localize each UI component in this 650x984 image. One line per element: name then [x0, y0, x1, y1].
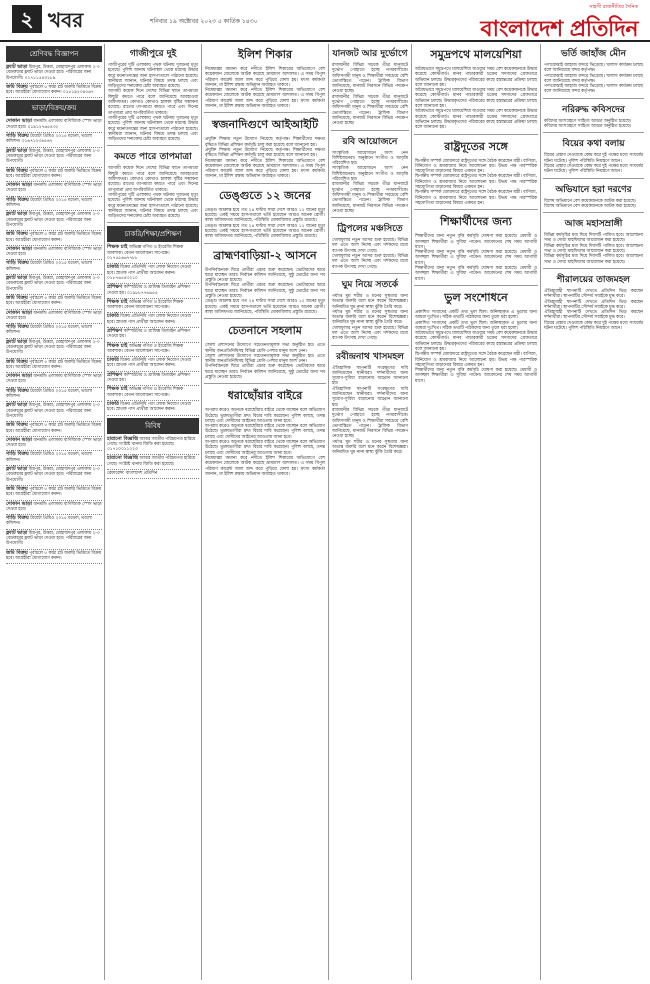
headline: শীরালয়ের তাজমহল [556, 274, 630, 285]
article-body: খেলাধুলার নতুন আসর শুরু হয়েছে। বিভিন্ন দল এতে অংশ নিচ্ছে এবং দর্শকদের মধ্যে ব্যাপক উৎসাহ দেখা গেছে। [332, 238, 408, 254]
article-body: আগামী কয়েক দিনে দেশের বিভিন্ন স্থানে তাপমাত্রা কিছুটা কমতে পারে বলে জানিয়েছে আবহাওয়া অধিদফতর। কোথাও কোথাও হালকা বৃষ্টির সম্ভাবনা রয়েছে। রাতের তাপমাত্রা কমতে পারে এবং দিনের তাপমাত্রা প্রায় অপরিবর্তিত থাকবে। [108, 89, 198, 116]
ad-item: দোকান ভাড়া ধানমন্ডি এলাকায় বাণিজ্যিক স্পেস ভাড়া দেওয়া হবে। [6, 246, 102, 261]
logo [480, 4, 638, 49]
article-body: পণ্যবোঝাই জাহাজ বন্দরে ভিড়েছে। খালাস কার্যক্রম চলছে বলে জানিয়েছে বন্দর কর্তৃপক্ষ। [544, 73, 643, 84]
ad-item: ফ্ল্যাট ভাড়া মিরপুর, উত্তরা, মোহাম্মদপুর এলাকায় ২-৩ বেডরুমের ফ্ল্যাট ভাড়া দেওয়া হবে। পরিবারের জন্য উপযোগী। [6, 466, 102, 486]
article-body: প্রকাশিত সংবাদের একটি তথ্য ভুল ছিল। অনিচ্ছাকৃত এ ভুলের জন্য আমরা দুঃখিত। সঠিক তথ্যটি পাঠকদের জন্য তুলে ধরা হলো। [415, 320, 537, 331]
article-body: উপনির্বাচনকে ঘিরে প্রার্থীরা প্রচার শুরু করেছেন। ভোটারদের দ্বারে দ্বারে যাচ্ছেন তারা। নির্বাচন কমিশন জানিয়েছে, সুষ্ঠু ভোটের জন্য সব প্রস্তুতি নেওয়া হয়েছে। [205, 364, 325, 380]
article-body: শিক্ষার্থীদের জন্য নতুন বৃত্তি কর্মসূচি ঘোষণা করা হয়েছে। মেধাবী ও অসচ্ছল শিক্ষার্থীরা এ সুবিধা পাবেন। আবেদনের শেষ সময় আগামী মাসে। [415, 368, 537, 384]
ad-item: দোকান ভাড়া ধানমন্ডি এলাকায় বাণিজ্যিক স্পেস ভাড়া দেওয়া হবে। [6, 501, 102, 516]
article-body: বিভিন্ন কর্মসূচির মধ্য দিয়ে দিবসটি পালিত হবে। আলোচনা সভা ও দোয়া মাহফিলের আয়োজন করা হয়েছে। [544, 233, 643, 244]
article-body: পর্যাপ্ত ঘুম শরীর ও মনের সুস্থতার জন্য অত্যন্ত জরুরি বলে মনে করেন বিশেষজ্ঞরা। অনিয়মিত ঘুম নানা স্বাস্থ্য ঝুঁকি তৈরি করে। [332, 293, 408, 310]
page-number: ২ [12, 5, 42, 33]
headline: রবীন্দ্রনাথ খাসমহল [336, 351, 404, 362]
column-5 [414, 44, 538, 980]
article-body: বিশেষ অভিযানে বেশ কয়েকজনকে আটক করা হয়েছে। [544, 203, 637, 209]
article-body: নিষেধাজ্ঞা অমান্য করে নদীতে ইলিশ শিকারের অভিযোগে বেশ কয়েকজন জেলেকে আটক করেছে ভ্রাম্যমাণ আদালত। এ সময় বিপুল পরিমাণ কারেন্ট জাল জব্দ করে পুড়িয়ে ফেলা হয়। মৎস্য কর্মকর্তা জানান, মা ইলিশ রক্ষায় অভিযান অব্যাহত থাকবে। [205, 67, 325, 88]
article-body: পর্যাপ্ত ঘুম শরীর ও মনের সুস্থতার জন্য অত্যন্ত জরুরি বলে মনে করেন বিশেষজ্ঞরা। অনিয়মিত ঘুম নানা স্বাস্থ্য ঝুঁকি তৈরি করে। [332, 309, 408, 326]
article-body: বিয়ের প্রস্তাব দেওয়াকে কেন্দ্র করে দুই পক্ষের মধ্যে সংঘর্ষের ঘটনা ঘটেছে। পুলিশ পরিস্থিতি নিয়ন্ত্রণে আনে। [544, 153, 643, 164]
article-body: বিশেষ অভিযানে বেশ কয়েকজনকে আটক করা হয়েছে। [544, 198, 637, 204]
article-body: অপরাধ করেও অনেকে ধরাছোঁয়ার বাইরে থেকে যাচ্ছেন বলে অভিযোগ উঠেছে। ভুক্তভোগীরা দ্রুত বিচার দাবি করেছেন। পুলিশ বলছে, তদন্ত চলছে এবং দোষীদের আইনের আওতায় আনা হবে। [205, 424, 325, 440]
article-body: ঐতিহ্যবাহী স্থাপনাটি দেখতে প্রতিদিন ভিড় করছেন দর্শনার্থীরা। স্থাপনাটির সৌন্দর্য সবাইকে মুগ্ধ করে। [544, 288, 643, 300]
article-body: বিয়ের প্রস্তাব দেওয়াকে কেন্দ্র করে দুই পক্ষের মধ্যে সংঘর্ষের ঘটনা ঘটেছে। পুলিশ পরিস্থিতি নিয়ন্ত্রণে আনে। [544, 320, 643, 332]
headline: সমুদ্রপথে মালয়েশিয়া [430, 48, 522, 61]
ad-item: জমি বিক্রয় পূর্বাচলে ৫ কাঠা প্লট জরুরি ভিত্তিতে বিক্রয় হবে। আগ্রহীরা যোগাযোগ করুন। [6, 295, 102, 310]
article-body: দ্বিপক্ষীয় সম্পর্ক জোরদারে রাষ্ট্রদূতের সঙ্গে বৈঠক করেছেন মন্ত্রী। বাণিজ্য, বিনিয়োগ ও শ্রমবাজার নিয়ে আলোচনা হয়। উভয় পক্ষ পারস্পরিক সহযোগিতা বাড়ানোর বিষয়ে একমত হন। [415, 190, 537, 206]
article-body: শিক্ষার্থীদের জন্য নতুন বৃত্তি কর্মসূচি ঘোষণা করা হয়েছে। মেধাবী ও অসচ্ছল শিক্ষার্থীরা এ সুবিধা পাবেন। আবেদনের শেষ সময় আগামী মাসে। [415, 266, 537, 282]
article-body: দ্বিপক্ষীয় সম্পর্ক জোরদারে রাষ্ট্রদূতের সঙ্গে বৈঠক করেছেন মন্ত্রী। বাণিজ্য, বিনিয়োগ ও শ্রমবাজার নিয়ে আলোচনা হয়। উভয় পক্ষ পারস্পরিক সহযোগিতা বাড়ানোর বিষয়ে একমত হন। [415, 352, 537, 368]
article-body: অপরাধ করেও অনেকে ধরাছোঁয়ার বাইরে থেকে যাচ্ছেন বলে অভিযোগ উঠেছে। ভুক্তভোগীরা দ্রুত বিচার দাবি করেছেন। পুলিশ বলছে, তদন্ত চলছে এবং দোষীদের আইনের আওতায় আনা হবে। [205, 440, 325, 456]
ad-item: ফ্ল্যাট ভাড়া মিরপুর, উত্তরা, মোহাম্মদপুর এলাকায় ২-৩ বেডরুমের ফ্ল্যাট ভাড়া দেওয়া হবে। পরিবারের জন্য উপযোগী। [6, 148, 102, 168]
headline: গাজীপুরে দুই [129, 49, 177, 59]
article-body: দ্বিপক্ষীয় সম্পর্ক জোরদারে রাষ্ট্রদূতের সঙ্গে বৈঠক করেছেন মন্ত্রী। বাণিজ্য, বিনিয়োগ ও শ্রমবাজার নিয়ে আলোচনা হয়। উভয় পক্ষ পারস্পরিক সহযোগিতা বাড়ানোর বিষয়ে একমত হন। [415, 158, 537, 175]
article-body: কবিদের অংশগ্রহণে সাহিত্য আড্ডা অনুষ্ঠিত হয়েছে। [544, 124, 632, 130]
ad-item: ফ্ল্যাট ভাড়া মিরপুর, উত্তরা, মোহাম্মদপুর এলাকায় ২-৩ বেডরুমের ফ্ল্যাট ভাড়া দেওয়া হবে। পরিবারের জন্য উপযোগী। [6, 211, 102, 231]
column-3 [204, 44, 326, 980]
ad-item: চাকরি বিক্রয় প্রতিনিধি পদে লোক নিয়োগ দেওয়া হবে। স্নাতক পাস প্রার্থীরা আবেদন করুন। [107, 357, 199, 372]
article-body: পণ্যবোঝাই জাহাজ বন্দরে ভিড়েছে। খালাস কার্যক্রম চলছে বলে জানিয়েছে বন্দর কর্তৃপক্ষ। [544, 84, 643, 95]
ads-section-misc: বিবিধ [107, 418, 199, 434]
headline: ইলিশ শিকার [238, 48, 292, 61]
article-body: কবিদের অংশগ্রহণে সাহিত্য আড্ডা অনুষ্ঠিত হয়েছে। [544, 118, 632, 124]
article-body: বিয়ের প্রস্তাব দেওয়াকে কেন্দ্র করে দুই পক্ষের মধ্যে সংঘর্ষের ঘটনা ঘটেছে। পুলিশ পরিস্থিতি নিয়ন্ত্রণে আনে। [544, 163, 643, 175]
ad-item: শিক্ষক চাই অভিজ্ঞ গণিত ও ইংরেজি শিক্ষক আবশ্যক। বেতন আলোচনা সাপেক্ষে। ০১৭৫৫৬৬৭৭৮৮ [107, 244, 199, 264]
article-body: গাজীপুরের দুটি এলাকায় পৃথক ঘটনায় দুজনের মৃত্যু হয়েছে। পুলিশ জানায় ঘটনাস্থল থেকে মরদেহ উদ্ধার করে ময়নাতদন্তের জন্য হাসপাতালে পাঠানো হয়েছে। স্থানীয়রা জানান, ঘটনার বিষয়ে তদন্ত চলছে এবং জড়িতদের শনাক্তের চেষ্টা অব্যাহত রয়েছে। [108, 63, 198, 90]
article-body: অবৈধভাবে সমুদ্রপথে মালয়েশিয়া যাওয়ার সময় বেশ কয়েকজনকে উদ্ধার করেছে কোস্টগার্ড। মানব পাচারকারী চক্রের সদস্যদের গ্রেফতারে অভিযান চলছে। উদ্ধারকৃতদের পরিবারের কাছে হস্তান্তরের প্রক্রিয়া চলছে বলে জানানো হয়। [415, 109, 537, 131]
ad-item: জমি বিক্রয় পূর্বাচলে ৫ কাঠা প্লট জরুরি ভিত্তিতে বিক্রয় হবে। আগ্রহীরা যোগাযোগ করুন। [6, 168, 102, 183]
ad-item: জমি বিক্রয় পূর্বাচলে ৫ কাঠা প্লট জরুরি ভিত্তিতে বিক্রয় হবে। আগ্রহীরা যোগাযোগ করুন। ০১৮১৯২৩৪৫৬৭ [6, 84, 102, 99]
ad-item: হারানো বিজ্ঞপ্তি আমার জাতীয় পরিচয়পত্র হারিয়ে গেছে। সংশ্লিষ্ট থানায় জিডি করা হয়েছে। ০১৭১০০১১২২৩ [107, 436, 199, 456]
headline: কমতে পারে তাপমাত্রা [114, 152, 192, 163]
article-body: প্রকাশিত সংবাদের একটি তথ্য ভুল ছিল। অনিচ্ছাকৃত এ ভুলের জন্য আমরা দুঃখিত। সঠিক তথ্যটি পাঠকদের জন্য তুলে ধরা হলো। [415, 309, 537, 321]
article-body: পণ্যবোঝাই জাহাজ বন্দরে ভিড়েছে। খালাস কার্যক্রম চলছে বলে জানিয়েছে বন্দর কর্তৃপক্ষ। [544, 63, 643, 74]
article-body: নিষেধাজ্ঞা অমান্য করে নদীতে ইলিশ শিকারের অভিযোগে বেশ কয়েকজন জেলেকে আটক করেছে ভ্রাম্যমাণ আদালত। এ সময় বিপুল পরিমাণ কারেন্ট জাল জব্দ করে পুড়িয়ে ফেলা হয়। মৎস্য কর্মকর্তা জানান, মা ইলিশ রক্ষায় অভিযান অব্যাহত থাকবে। [205, 88, 325, 110]
article-body: সাংস্কৃতিক আয়োজনে অংশ নেন বিশিষ্টজনেরা। অনুষ্ঠানে সংগীত ও আবৃত্তি পরিবেশিত হয়। [332, 150, 408, 167]
ad-item: দোকান ভাড়া ধানমন্ডি এলাকায় বাণিজ্যিক স্পেস ভাড়া দেওয়া হবে। [6, 182, 102, 197]
headline: ট্রিপলের মঞ্চসিতে [337, 224, 403, 235]
article-body: রাজধানীর বিভিন্ন সড়কে তীব্র যানজটে দুর্ভোগ পোহাতে হচ্ছে নগরবাসীকে। অফিসগামী মানুষ ও শিক্ষার্থীরা সবচেয়ে বেশি ভোগান্তিতে পড়েন। ট্রাফিক বিভাগ জানিয়েছে, যানজট নিরসনে বিভিন্ন পদক্ষেপ নেওয়া হচ্ছে। [332, 94, 408, 127]
ad-item: দোকান ভাড়া ধানমন্ডি এলাকায় বাণিজ্যিক স্পেস ভাড়া দেওয়া হবে। ০১৯১২৭৬৫৪৩২ [6, 118, 102, 133]
headline: ব্রাহ্মণবাড়িয়া-২ আসনে [213, 248, 317, 262]
ad-item: ফ্ল্যাট ভাড়া মিরপুর, উত্তরা, মোহাম্মদপুর এলাকায় ২-৩ বেডরুমের ফ্ল্যাট ভাড়া দেওয়া হবে। পরিবারের জন্য উপযোগী। [6, 402, 102, 422]
article-body: ডেঙ্গু আক্রান্ত হয়ে গত ২৪ ঘণ্টায় সারা দেশে আরও ১২ জনের মৃত্যু হয়েছে। একই সময়ে হাসপাতালে ভর্তি হয়েছেন আরও অনেক রোগী। স্বাস্থ্য অধিদফতর জানিয়েছে, পরিস্থিতি মোকাবিলায় প্রস্তুতি রয়েছে। [205, 207, 325, 224]
section-title: খবর [48, 8, 84, 32]
article-body: অবৈধভাবে সমুদ্রপথে মালয়েশিয়া যাওয়ার সময় বেশ কয়েকজনকে উদ্ধার করেছে কোস্টগার্ড। মানব পাচারকারী চক্রের সদস্যদের গ্রেফতারে অভিযান চলছে। উদ্ধারকৃতদের পরিবারের কাছে হস্তান্তরের প্রক্রিয়া চলছে বলে জানানো হয়। [415, 67, 537, 88]
column-rule [328, 44, 329, 980]
article-body: ঐতিহাসিক স্থাপনাটি সংরক্ষণের দাবি জানিয়েছেন স্থানীয়রা। দর্শনার্থীদের জন্য সুযোগ-সুবিধা বাড়ানোর আহ্বান জানানো হয়। [332, 386, 408, 408]
article-body: সাংস্কৃতিক আয়োজনে অংশ নেন বিশিষ্টজনেরা। অনুষ্ঠানে সংগীত ও আবৃত্তি পরিবেশিত হয়। [332, 166, 408, 183]
article-body: আগামী কয়েক দিনে দেশের বিভিন্ন স্থানে তাপমাত্রা কিছুটা কমতে পারে বলে জানিয়েছে আবহাওয়া অধিদফতর। কোথাও কোথাও হালকা বৃষ্টির সম্ভাবনা রয়েছে। রাতের তাপমাত্রা কমতে পারে এবং দিনের তাপমাত্রা প্রায় অপরিবর্তিত থাকবে। [108, 166, 198, 193]
article-body: প্রযুক্তি শিক্ষায় নতুন উদ্যোগ নিয়েছে কর্তৃপক্ষ। শিক্ষার্থীদের দক্ষতা বৃদ্ধিতে বিভিন্ন প্রশিক্ষণ কর্মসূচি চালু করা হয়েছে বলে জানানো হয়। [205, 137, 325, 148]
ad-item: শিক্ষক চাই অভিজ্ঞ গণিত ও ইংরেজি শিক্ষক আবশ্যক। বেতন আলোচনা সাপেক্ষে। [107, 299, 199, 314]
ad-item: ফ্ল্যাট ভাড়া মিরপুর, উত্তরা, মোহাম্মদপুর এলাকায় ২-৩ বেডরুমের ফ্ল্যাট ভাড়া দেওয়া হবে। পরিবারের জন্য উপযোগী। [6, 339, 102, 359]
ad-item: দোকান ভাড়া ধানমন্ডি এলাকায় বাণিজ্যিক স্পেস ভাড়া দেওয়া হবে। [6, 373, 102, 388]
article-body: খেলাধুলার নতুন আসর শুরু হয়েছে। বিভিন্ন দল এতে অংশ নিচ্ছে এবং দর্শকদের মধ্যে ব্যাপক উৎসাহ দেখা গেছে। [332, 325, 408, 342]
article-body: উপনির্বাচনকে ঘিরে প্রার্থীরা প্রচার শুরু করেছেন। ভোটারদের দ্বারে দ্বারে যাচ্ছেন তারা। নির্বাচন কমিশন জানিয়েছে, সুষ্ঠু ভোটের জন্য সব প্রস্তুতি নেওয়া হয়েছে। [205, 283, 325, 300]
article-body: পর্যাপ্ত ঘুম শরীর ও মনের সুস্থতার জন্য অত্যন্ত জরুরি বলে মনে করেন বিশেষজ্ঞরা। অনিয়মিত ঘুম নানা স্বাস্থ্য ঝুঁকি তৈরি করে। [332, 439, 408, 456]
ad-item: জমি বিক্রয় পূর্বাচলে ৫ কাঠা প্লট জরুরি ভিত্তিতে বিক্রয় হবে। আগ্রহীরা যোগাযোগ করুন। [6, 422, 102, 437]
headline: ভর্তি জাহাঁজ মেীন [561, 49, 626, 59]
article-body: ঐতিহ্যবাহী স্থাপনাটি দেখতে প্রতিদিন ভিড় করছেন দর্শনার্থীরা। স্থাপনাটির সৌন্দর্য সবাইকে মুগ্ধ করে। [544, 310, 643, 321]
headline: চেতনানে সহলাম [228, 324, 302, 338]
ad-reference: রেফারেন্স: বাংলাদেশ প্রতিদিন [107, 470, 199, 479]
ad-item: গাড়ি বিক্রয় টয়োটা প্রিমিও ২০১৫ মডেল, ভালো কন্ডিশন। [6, 451, 102, 466]
article-body: গাজীপুরের দুটি এলাকায় পৃথক ঘটনায় দুজনের মৃত্যু হয়েছে। পুলিশ জানায় ঘটনাস্থল থেকে মরদেহ উদ্ধার করে ময়নাতদন্তের জন্য হাসপাতালে পাঠানো হয়েছে। স্থানীয়রা জানান, ঘটনার বিষয়ে তদন্ত চলছে এবং জড়িতদের শনাক্তের চেষ্টা অব্যাহত রয়েছে। [108, 115, 198, 143]
headline: যানজট আর দুর্ভোগে [332, 49, 408, 59]
ad-item: ফ্ল্যাট ভাড়া মিরপুর, উত্তরা, মোহাম্মদপুর এলাকায় ২-৩ বেডরুমের ফ্ল্যাট ভাড়া দেওয়া হবে। পরিবারের জন্য উপযোগী। ০১৭১১৫৪৩২৮৯ [6, 64, 102, 84]
article-body: অবৈধভাবে সমুদ্রপথে মালয়েশিয়া যাওয়ার সময় বেশ কয়েকজনকে উদ্ধার করেছে কোস্টগার্ড। মানব পাচারকারী চক্রের সদস্যদের গ্রেফতারে অভিযান চলছে। উদ্ধারকৃতদের পরিবারের কাছে হস্তান্তরের প্রক্রিয়া চলছে বলে জানানো হয়। [415, 88, 537, 110]
headline: রাষ্ট্রদূতের সঙ্গে [444, 139, 508, 153]
classified-column [6, 44, 102, 980]
article-body: জেলা প্রশাসনের উদ্যোগে সচেতনতামূলক সভা অনুষ্ঠিত হয়। এতে স্থানীয় জনপ্রতিনিধিসহ বিভিন্ন শ্রেণি-পেশার মানুষ অংশ নেন। [205, 353, 325, 365]
headline: ডেঙ্গুতে ১২ জনের [219, 188, 311, 202]
article-body: রাজধানীর বিভিন্ন সড়কে তীব্র যানজটে দুর্ভোগ পোহাতে হচ্ছে নগরবাসীকে। অফিসগামী মানুষ ও শিক্ষার্থীরা সবচেয়ে বেশি ভোগান্তিতে পড়েন। ট্রাফিক বিভাগ জানিয়েছে, যানজট নিরসনে বিভিন্ন পদক্ষেপ নেওয়া হচ্ছে। [332, 63, 408, 95]
logo-tagline: সাহসী রাজনীতির দৈনিক [589, 4, 638, 10]
article-body: রাজধানীর বিভিন্ন সড়কে তীব্র যানজটে দুর্ভোগ পোহাতে হচ্ছে নগরবাসীকে। অফিসগামী মানুষ ও শিক্ষার্থীরা সবচেয়ে বেশি ভোগান্তিতে পড়েন। ট্রাফিক বিভাগ জানিয়েছে, যানজট নিরসনে বিভিন্ন পদক্ষেপ নেওয়া হচ্ছে। [332, 407, 408, 440]
ad-item: চাকরি বিক্রয় প্রতিনিধি পদে লোক নিয়োগ দেওয়া হবে। স্নাতক পাস প্রার্থীরা আবেদন করুন। [107, 313, 199, 328]
ads-header: শ্রেণিবদ্ধ বিজ্ঞাপন [6, 46, 102, 62]
article-body: ঐতিহাসিক স্থাপনাটি সংরক্ষণের দাবি জানিয়েছেন স্থানীয়রা। দর্শনার্থীদের জন্য সুযোগ-সুবিধা বাড়ানোর আহ্বান জানানো হয়। [332, 365, 408, 387]
ad-item: দোকান ভাড়া ধানমন্ডি এলাকায় বাণিজ্যিক স্পেস ভাড়া দেওয়া হবে। [6, 310, 102, 325]
headline: বিয়ের কথা বলায় [562, 139, 625, 150]
article-body: বিভিন্ন কর্মসূচির মধ্য দিয়ে দিবসটি পালিত হবে। আলোচনা সভা ও দোয়া মাহফিলের আয়োজন করা হয়েছে। [544, 254, 643, 265]
ad-item: গাড়ি বিক্রয় টয়োটা প্রিমিও ২০১৫ মডেল, ভালো কন্ডিশন। [6, 515, 102, 530]
article-body: বিভিন্ন কর্মসূচির মধ্য দিয়ে দিবসটি পালিত হবে। আলোচনা সভা ও দোয়া মাহফিলের আয়োজন করা হয়েছে। [544, 243, 643, 255]
headline: ধরাছোঁয়ার বাইরে [227, 389, 303, 403]
ad-item: গাড়ি বিক্রয় টয়োটা প্রিমিও ২০১৫ মডেল, ভালো কন্ডিশন। [6, 260, 102, 275]
ad-item: গাড়ি বিক্রয় টয়োটা প্রিমিও ২০১৫ মডেল, ভালো কন্ডিশন। [6, 324, 102, 339]
ad-item: জমি বিক্রয় পূর্বাচলে ৫ কাঠা প্লট জরুরি ভিত্তিতে বিক্রয় হবে। আগ্রহীরা যোগাযোগ করুন। [6, 359, 102, 374]
article-body: প্রযুক্তি শিক্ষায় নতুন উদ্যোগ নিয়েছে কর্তৃপক্ষ। শিক্ষার্থীদের দক্ষতা বৃদ্ধিতে বিভিন্ন প্রশিক্ষণ কর্মসূচি চালু করা হয়েছে বলে জানানো হয়। [205, 147, 325, 159]
ad-item: চাকরি বিক্রয় প্রতিনিধি পদে লোক নিয়োগ দেওয়া হবে। স্নাতক পাস প্রার্থীরা আবেদন করুন। [107, 401, 199, 416]
ad-item: শিক্ষক চাই অভিজ্ঞ গণিত ও ইংরেজি শিক্ষক আবশ্যক। বেতন আলোচনা সাপেক্ষে। [107, 386, 199, 401]
article-body: অপরাধ করেও অনেকে ধরাছোঁয়ার বাইরে থেকে যাচ্ছেন বলে অভিযোগ উঠেছে। ভুক্তভোগীরা দ্রুত বিচার দাবি করেছেন। পুলিশ বলছে, তদন্ত চলছে এবং দোষীদের আইনের আওতায় আনা হবে। [205, 408, 325, 424]
article-body: নিষেধাজ্ঞা অমান্য করে নদীতে ইলিশ শিকারের অভিযোগে বেশ কয়েকজন জেলেকে আটক করেছে ভ্রাম্যমাণ আদালত। এ সময় বিপুল পরিমাণ কারেন্ট জাল জব্দ করে পুড়িয়ে ফেলা হয়। মৎস্য কর্মকর্তা জানান, মা ইলিশ রক্ষায় অভিযান অব্যাহত থাকবে। [205, 455, 325, 477]
ad-item: গাড়ি বিক্রয় টয়োটা প্রিমিও ২০১৫ মডেল, ভালো কন্ডিশন। [6, 388, 102, 403]
ad-item: প্রশিক্ষণ কম্পিউটার ও গ্রাফিক্স ডিজাইন প্রশিক্ষণ দেওয়া হয়। [107, 372, 199, 387]
article-body: শিক্ষার্থীদের জন্য নতুন বৃত্তি কর্মসূচি ঘোষণা করা হয়েছে। মেধাবী ও অসচ্ছল শিক্ষার্থীরা এ সুবিধা পাবেন। আবেদনের শেষ সময় আগামী মাসে। [415, 250, 537, 266]
column-4 [331, 44, 409, 980]
article-body: অবৈধভাবে সমুদ্রপথে মালয়েশিয়া যাওয়ার সময় বেশ কয়েকজনকে উদ্ধার করেছে কোস্টগার্ড। মানব পাচারকারী চক্রের সদস্যদের গ্রেফতারে অভিযান চলছে। উদ্ধারকৃতদের পরিবারের কাছে হস্তান্তরের প্রক্রিয়া চলছে বলে জানানো হয়। [415, 331, 537, 352]
headline: স্বজনাদিগুণে আইআইটি [211, 118, 319, 132]
article-body: ঐতিহ্যবাহী স্থাপনাটি দেখতে প্রতিদিন ভিড় করছেন দর্শনার্থীরা। স্থাপনাটির সৌন্দর্য সবাইকে মুগ্ধ করে। [544, 299, 643, 310]
article-body: রাজধানীর বিভিন্ন সড়কে তীব্র যানজটে দুর্ভোগ পোহাতে হচ্ছে নগরবাসীকে। অফিসগামী মানুষ ও শিক্ষার্থীরা সবচেয়ে বেশি ভোগান্তিতে পড়েন। ট্রাফিক বিভাগ জানিয়েছে, যানজট নিরসনে বিভিন্ন পদক্ষেপ নেওয়া হচ্ছে। [332, 182, 408, 214]
column-2 [107, 44, 199, 980]
article-body: নিষেধাজ্ঞা অমান্য করে নদীতে ইলিশ শিকারের অভিযোগে বেশ কয়েকজন জেলেকে আটক করেছে ভ্রাম্যমাণ আদালত। এ সময় বিপুল পরিমাণ কারেন্ট জাল জব্দ করে পুড়িয়ে ফেলা হয়। মৎস্য কর্মকর্তা জানান, মা ইলিশ রক্ষায় অভিযান অব্যাহত থাকবে। [205, 158, 325, 180]
headline: অভিযানে হরা দরণের [555, 184, 632, 195]
ad-item: জমি বিক্রয় পূর্বাচলে ৫ কাঠা প্লট জরুরি ভিত্তিতে বিক্রয় হবে। আগ্রহীরা যোগাযোগ করুন। [6, 486, 102, 501]
ad-item: গাড়ি বিক্রয় টয়োটা প্রিমিও ২০১৫ মডেল, ভালো কন্ডিশন। [6, 197, 102, 212]
ad-item: ফ্ল্যাট ভাড়া মিরপুর, উত্তরা, মোহাম্মদপুর এলাকায় ২-৩ বেডরুমের ফ্ল্যাট ভাড়া দেওয়া হবে। পরিবারের জন্য উপযোগী। [6, 275, 102, 295]
article-body: দ্বিপক্ষীয় সম্পর্ক জোরদারে রাষ্ট্রদূতের সঙ্গে বৈঠক করেছেন মন্ত্রী। বাণিজ্য, বিনিয়োগ ও শ্রমবাজার নিয়ে আলোচনা হয়। উভয় পক্ষ পারস্পরিক সহযোগিতা বাড়ানোর বিষয়ে একমত হন। [415, 174, 537, 191]
ad-item: চাকরি বিক্রয় প্রতিনিধি পদে লোক নিয়োগ দেওয়া হবে। স্নাতক পাস প্রার্থীরা আবেদন করুন। ০১৮৭৬৫৪৩২১০ [107, 264, 199, 284]
ad-item: প্রশিক্ষণ কম্পিউটার ও গ্রাফিক্স ডিজাইন প্রশিক্ষণ দেওয়া হয়। [107, 328, 199, 343]
article-body: গাজীপুরের দুটি এলাকায় পৃথক ঘটনায় দুজনের মৃত্যু হয়েছে। পুলিশ জানায় ঘটনাস্থল থেকে মরদেহ উদ্ধার করে ময়নাতদন্তের জন্য হাসপাতালে পাঠানো হয়েছে। স্থানীয়রা জানান, ঘটনার বিষয়ে তদন্ত চলছে এবং জড়িতদের শনাক্তের চেষ্টা অব্যাহত রয়েছে। [108, 192, 198, 220]
ad-item: ফ্ল্যাট ভাড়া মিরপুর, উত্তরা, মোহাম্মদপুর এলাকায় ২-৩ বেডরুমের ফ্ল্যাট ভাড়া দেওয়া হবে। পরিবারের জন্য উপযোগী। [6, 530, 102, 550]
ad-item: দোকান ভাড়া ধানমন্ডি এলাকায় বাণিজ্যিক স্পেস ভাড়া দেওয়া হবে। [6, 437, 102, 452]
ads-section-jobs: চাকরি/শিক্ষা/প্রশিক্ষণ [107, 226, 199, 242]
date-line: শনিবার ১৯ অক্টোবর ২০২৩ ৫ কার্তিক ১৪৩০ [150, 18, 258, 25]
article-body: ডেঙ্গু আক্রান্ত হয়ে গত ২৪ ঘণ্টায় সারা দেশে আরও ১২ জনের মৃত্যু হয়েছে। একই সময়ে হাসপাতালে ভর্তি হয়েছেন আরও অনেক রোগী। স্বাস্থ্য অধিদফতর জানিয়েছে, পরিস্থিতি মোকাবিলায় প্রস্তুতি রয়েছে। [205, 223, 325, 240]
ad-item: জমি বিক্রয় পূর্বাচলে ৫ কাঠা প্লট জরুরি ভিত্তিতে বিক্রয় হবে। আগ্রহীরা যোগাযোগ করুন। [6, 231, 102, 246]
article-body: উপনির্বাচনকে ঘিরে প্রার্থীরা প্রচার শুরু করেছেন। ভোটারদের দ্বারে দ্বারে যাচ্ছেন তারা। নির্বাচন কমিশন জানিয়েছে, সুষ্ঠু ভোটের জন্য সব প্রস্তুতি নেওয়া হয়েছে। [205, 267, 325, 284]
headline: আজ মহাসম্রাঙ্গী [564, 219, 623, 230]
ad-item: শিক্ষক চাই অভিজ্ঞ গণিত ও ইংরেজি শিক্ষক আবশ্যক। বেতন আলোচনা সাপেক্ষে। [107, 343, 199, 358]
column-rule [540, 44, 541, 980]
ad-item: প্রশিক্ষণ কম্পিউটার ও গ্রাফিক্স ডিজাইন প্রশিক্ষণ দেওয়া হয়। ০১৯৮৮৭৭৬৬৫৫ [107, 284, 199, 299]
masthead [0, 0, 650, 42]
headline: ভুল সংশোধনে [444, 290, 508, 304]
ad-item: হারানো বিজ্ঞপ্তি আমার জাতীয় পরিচয়পত্র হারিয়ে গেছে। সংশ্লিষ্ট থানায় জিডি করা হয়েছে। [107, 455, 199, 470]
article-body: শিক্ষার্থীদের জন্য নতুন বৃত্তি কর্মসূচি ঘোষণা করা হয়েছে। মেধাবী ও অসচ্ছল শিক্ষার্থীরা এ সুবিধা পাবেন। আবেদনের শেষ সময় আগামী মাসে। [415, 234, 537, 250]
column-rule [104, 44, 105, 980]
column-rule [201, 44, 202, 980]
ad-item: জমি বিক্রয় পূর্বাচলে ৫ কাঠা প্লট জরুরি ভিত্তিতে বিক্রয় হবে। আগ্রহীরা যোগাযোগ করুন। [6, 550, 102, 565]
ad-item: গাড়ি বিক্রয় টয়োটা প্রিমিও ২০১৫ মডেল, ভালো কন্ডিশন। ০১৬৭১২৩৪৫৬৭ [6, 133, 102, 148]
column-6 [543, 44, 644, 980]
headline: ঘুম নিয়ে সতর্কে [341, 279, 399, 290]
column-rule [411, 44, 412, 980]
article-body: জেলা প্রশাসনের উদ্যোগে সচেতনতামূলক সভা অনুষ্ঠিত হয়। এতে স্থানীয় জনপ্রতিনিধিসহ বিভিন্ন শ্রেণি-পেশার মানুষ অংশ নেন। [205, 343, 325, 354]
article-body: ডেঙ্গু আক্রান্ত হয়ে গত ২৪ ঘণ্টায় সারা দেশে আরও ১২ জনের মৃত্যু হয়েছে। একই সময়ে হাসপাতালে ভর্তি হয়েছেন আরও অনেক রোগী। স্বাস্থ্য অধিদফতর জানিয়েছে, পরিস্থিতি মোকাবিলায় প্রস্তুতি রয়েছে। [205, 299, 325, 315]
headline: শিক্ষার্থীদের জন্য [440, 215, 512, 229]
headline: নরিরুদ্ধ কবিসদের [562, 104, 625, 115]
ads-section-rent: ভাড়া/বিক্রয়/ক্রয় [6, 100, 102, 116]
headline: রবি আয়োজনে [342, 136, 398, 147]
article-body: খেলাধুলার নতুন আসর শুরু হয়েছে। বিভিন্ন দল এতে অংশ নিচ্ছে এবং দর্শকদের মধ্যে ব্যাপক উৎসাহ দেখা গেছে। [332, 254, 408, 270]
logo-text: বাংলাদেশ প্রতিদিন [480, 16, 638, 42]
